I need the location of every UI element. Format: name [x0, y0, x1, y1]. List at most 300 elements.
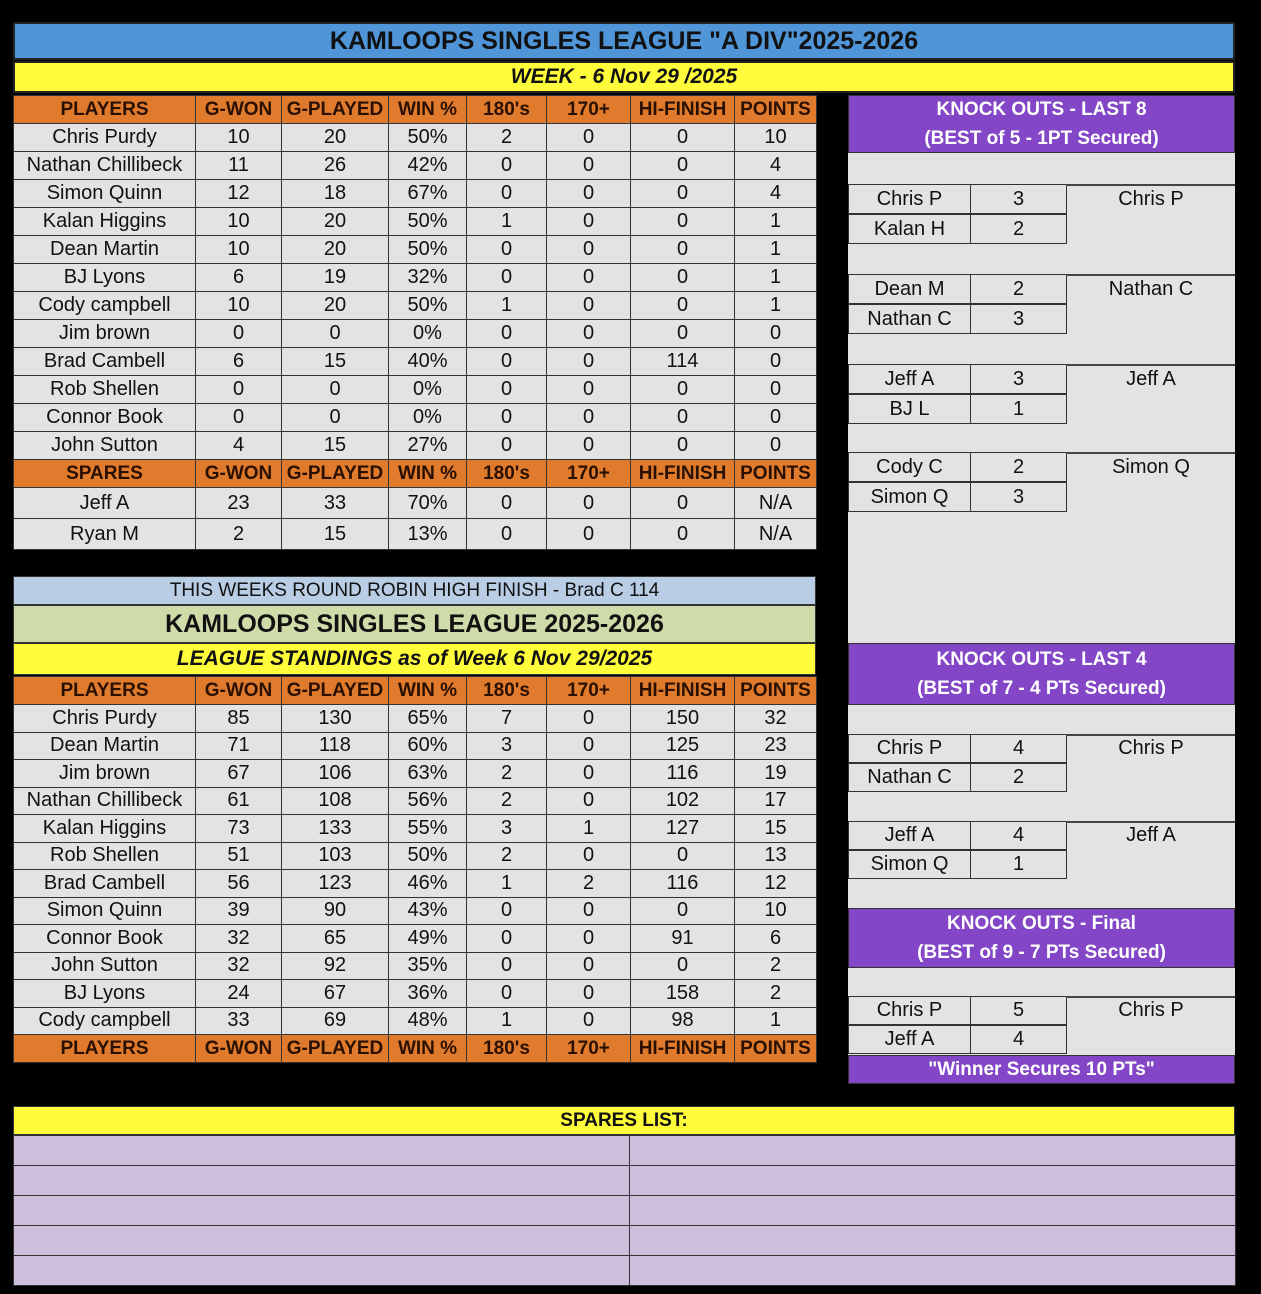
table-cell: 20 [282, 124, 389, 152]
table-cell: 0 [631, 180, 735, 208]
table-cell: 10 [196, 236, 282, 264]
ko-player: Jeff A [848, 821, 971, 850]
table-cell: 50% [389, 208, 467, 236]
table-cell: 15 [735, 815, 817, 843]
table-cell: 125 [631, 732, 735, 760]
table-row [14, 952, 817, 980]
table-cell: 0 [467, 519, 547, 550]
table-cell: 0 [735, 348, 817, 376]
table-cell: 0 [631, 897, 735, 925]
high-finish-note: THIS WEEKS ROUND ROBIN HIGH FINISH - Brad C 114 [13, 576, 816, 605]
table-cell: Kalan Higgins [14, 208, 196, 236]
table-cell: 6 [196, 348, 282, 376]
ko-score: 1 [970, 850, 1067, 879]
spares-list-cell[interactable] [630, 1136, 1236, 1166]
table-cell: 0 [547, 760, 631, 788]
column-header: WIN % [389, 96, 467, 124]
table-cell: 18 [282, 180, 389, 208]
table-cell: 0 [735, 320, 817, 348]
table-cell: 33 [196, 1007, 282, 1035]
ko-last4-title: KNOCK OUTS - LAST 4 [936, 649, 1147, 670]
table-cell: 33 [282, 488, 389, 519]
ko-player: Simon Q [848, 850, 971, 879]
table-cell: 0 [467, 404, 547, 432]
ko-player: BJ L [848, 394, 971, 424]
ko-winner: Simon Q [1112, 455, 1190, 478]
table-cell: 65 [282, 925, 389, 953]
table-cell: 2 [735, 952, 817, 980]
ko-score: 2 [970, 274, 1067, 304]
table-cell: Chris Purdy [14, 124, 196, 152]
column-header: 180's [467, 460, 547, 488]
table-cell: 32% [389, 264, 467, 292]
table-cell: 0 [196, 376, 282, 404]
table-cell: 150 [631, 705, 735, 733]
ko-player: Simon Q [848, 482, 971, 512]
bracket-line [1066, 274, 1235, 276]
table-cell: 0 [631, 264, 735, 292]
table-cell: 32 [735, 705, 817, 733]
table-cell: 10 [735, 124, 817, 152]
ko-last8-title: KNOCK OUTS - LAST 8 [936, 99, 1147, 120]
table-cell: 6 [196, 264, 282, 292]
ko-final-header [848, 908, 1235, 968]
table-cell: Dean Martin [14, 236, 196, 264]
table-row [14, 432, 817, 460]
table-cell: 17 [735, 787, 817, 815]
table-row [14, 236, 817, 264]
table-row [14, 925, 817, 953]
table-cell: Brad Cambell [14, 870, 196, 898]
table-cell: 1 [735, 208, 817, 236]
table-cell: 0 [547, 925, 631, 953]
column-header: PLAYERS [14, 96, 196, 124]
table-cell: 3 [467, 815, 547, 843]
table-cell: 4 [735, 180, 817, 208]
table-row [14, 208, 817, 236]
column-header: PLAYERS [14, 677, 196, 705]
table-cell: BJ Lyons [14, 264, 196, 292]
bracket-line [1066, 364, 1235, 366]
table-row [14, 705, 817, 733]
table-cell: 0 [631, 952, 735, 980]
table-cell: 0 [547, 124, 631, 152]
bracket-line [1066, 734, 1235, 736]
spares-list-row [14, 1166, 1236, 1196]
table-cell: 0 [631, 292, 735, 320]
table-cell: 32 [196, 952, 282, 980]
spares-list-row [14, 1256, 1236, 1286]
table-row [14, 980, 817, 1008]
table-cell: 92 [282, 952, 389, 980]
spares-list-row [14, 1136, 1236, 1166]
header-row [14, 677, 817, 705]
table-cell: 73 [196, 815, 282, 843]
table-cell: 0 [631, 236, 735, 264]
ko-winner: Jeff A [1126, 367, 1176, 390]
table-cell: 42% [389, 152, 467, 180]
table-cell: 20 [282, 236, 389, 264]
table-row [14, 842, 817, 870]
spares-list-cell[interactable] [14, 1226, 630, 1256]
ko-score: 3 [970, 184, 1067, 214]
table-cell: 10 [735, 897, 817, 925]
table-row [14, 124, 817, 152]
table-cell: 0 [547, 152, 631, 180]
table-cell: 133 [282, 815, 389, 843]
column-header: WIN % [389, 1035, 467, 1063]
table-cell: Connor Book [14, 925, 196, 953]
table-cell: 0 [467, 320, 547, 348]
ko-final-subtitle: (BEST of 9 - 7 PTs Secured) [917, 942, 1166, 963]
ko-last4-header [848, 643, 1235, 705]
table-cell: Connor Book [14, 404, 196, 432]
table-cell: 0 [631, 320, 735, 348]
ko-player: Chris P [848, 734, 971, 763]
table-row [14, 488, 817, 519]
column-header: POINTS [735, 1035, 817, 1063]
table-cell: Simon Quinn [14, 897, 196, 925]
table-cell: 11 [196, 152, 282, 180]
table-cell: 0 [467, 980, 547, 1008]
table-cell: 0 [547, 432, 631, 460]
column-header: G-WON [196, 1035, 282, 1063]
table-cell: 0 [467, 925, 547, 953]
column-header: G-PLAYED [282, 1035, 389, 1063]
table-cell: 0 [631, 124, 735, 152]
table-cell: 0 [631, 842, 735, 870]
table-cell: 0% [389, 320, 467, 348]
column-header: HI-FINISH [631, 677, 735, 705]
table-cell: 90 [282, 897, 389, 925]
table-cell: 56 [196, 870, 282, 898]
table-cell: 2 [467, 760, 547, 788]
table-cell: 0 [631, 519, 735, 550]
ko-score: 3 [970, 304, 1067, 334]
table-cell: 0 [547, 787, 631, 815]
table-cell: 27% [389, 432, 467, 460]
ko-final-footer: "Winner Secures 10 PTs" [848, 1055, 1235, 1084]
ko-score: 4 [970, 1025, 1067, 1054]
table-cell: 6 [735, 925, 817, 953]
table-cell: 20 [282, 208, 389, 236]
ko-score: 1 [970, 394, 1067, 424]
spares-list-cell[interactable] [630, 1196, 1236, 1226]
table-cell: N/A [735, 519, 817, 550]
table-cell: Rob Shellen [14, 376, 196, 404]
ko-player: Chris P [848, 184, 971, 214]
ko-player: Cody C [848, 452, 971, 482]
table-cell: 48% [389, 1007, 467, 1035]
column-header: G-WON [196, 677, 282, 705]
table-row [14, 732, 817, 760]
table-row [14, 264, 817, 292]
table-cell: 63% [389, 760, 467, 788]
table-cell: 15 [282, 519, 389, 550]
table-cell: 23 [735, 732, 817, 760]
ko-last4-subtitle: (BEST of 7 - 4 PTs Secured) [917, 678, 1166, 699]
table-cell: 43% [389, 897, 467, 925]
column-header: 170+ [547, 96, 631, 124]
table-cell: Jim brown [14, 760, 196, 788]
table-cell: 0 [631, 404, 735, 432]
table-cell: 23 [196, 488, 282, 519]
table-cell: 69 [282, 1007, 389, 1035]
column-header: 180's [467, 1035, 547, 1063]
spares-list-row [14, 1226, 1236, 1256]
ko-player: Chris P [848, 996, 971, 1025]
ko-player: Nathan C [848, 304, 971, 334]
table-row [14, 152, 817, 180]
table-cell: 123 [282, 870, 389, 898]
table-cell: 0 [631, 376, 735, 404]
table-cell: 108 [282, 787, 389, 815]
table-cell: 0 [547, 264, 631, 292]
table-cell: 0 [467, 236, 547, 264]
ko-last8-header [848, 95, 1235, 153]
ko-player: Nathan C [848, 763, 971, 792]
table-cell: 61 [196, 787, 282, 815]
table-cell: 116 [631, 870, 735, 898]
column-header: HI-FINISH [631, 460, 735, 488]
spares-list-cell[interactable] [14, 1256, 630, 1286]
spares-list-cell[interactable] [14, 1166, 630, 1196]
table-cell: 0 [547, 488, 631, 519]
table-cell: 70% [389, 488, 467, 519]
table-cell: 19 [282, 264, 389, 292]
week-results-table [13, 95, 817, 550]
table-cell: 0 [467, 952, 547, 980]
table-cell: 1 [467, 870, 547, 898]
table-cell: Nathan Chillibeck [14, 787, 196, 815]
ko-last8-subtitle: (BEST of 5 - 1PT Secured) [924, 128, 1159, 149]
ko-final-title: KNOCK OUTS - Final [947, 913, 1136, 934]
table-row [14, 519, 817, 550]
spares-list-cell[interactable] [14, 1196, 630, 1226]
ko-score: 2 [970, 763, 1067, 792]
bracket-line [1066, 821, 1235, 823]
table-cell: 20 [282, 292, 389, 320]
table-cell: 7 [467, 705, 547, 733]
ko-score: 4 [970, 821, 1067, 850]
ko-score: 3 [970, 364, 1067, 394]
table-cell: 85 [196, 705, 282, 733]
table-cell: 19 [735, 760, 817, 788]
table-cell: 1 [735, 292, 817, 320]
table-cell: 0 [282, 404, 389, 432]
table-cell: 50% [389, 292, 467, 320]
table-cell: 49% [389, 925, 467, 953]
table-cell: 2 [735, 980, 817, 1008]
bracket-line [1066, 996, 1235, 998]
table-cell: 2 [467, 842, 547, 870]
table-cell: 0 [547, 519, 631, 550]
column-header: POINTS [735, 460, 817, 488]
table-cell: N/A [735, 488, 817, 519]
table-cell: 10 [196, 292, 282, 320]
table-row [14, 376, 817, 404]
week-title: WEEK - 6 Nov 29 /2025 [13, 61, 1235, 93]
table-cell: 2 [467, 124, 547, 152]
table-cell: 0 [467, 376, 547, 404]
table-cell: 0% [389, 404, 467, 432]
table-cell: 127 [631, 815, 735, 843]
table-cell: Jeff A [14, 488, 196, 519]
column-header: 180's [467, 677, 547, 705]
table-row [14, 897, 817, 925]
column-header: G-PLAYED [282, 677, 389, 705]
ko-score: 2 [970, 214, 1067, 244]
standings-table [13, 676, 817, 1063]
table-cell: 0 [282, 320, 389, 348]
spares-list-title: SPARES LIST: [13, 1106, 1235, 1135]
table-cell: 40% [389, 348, 467, 376]
table-cell: 0 [547, 897, 631, 925]
spares-list-cell[interactable] [14, 1136, 630, 1166]
table-cell: 50% [389, 842, 467, 870]
table-cell: 103 [282, 842, 389, 870]
table-cell: 0 [631, 488, 735, 519]
table-cell: 0 [735, 404, 817, 432]
table-cell: 118 [282, 732, 389, 760]
table-cell: 2 [547, 870, 631, 898]
table-cell: 0 [547, 980, 631, 1008]
table-cell: 0 [547, 236, 631, 264]
league-title: KAMLOOPS SINGLES LEAGUE 2025-2026 [13, 605, 816, 643]
page-title: KAMLOOPS SINGLES LEAGUE "A DIV"2025-2026 [13, 22, 1235, 60]
table-cell: 102 [631, 787, 735, 815]
standings-title: LEAGUE STANDINGS as of Week 6 Nov 29/2025 [13, 643, 816, 675]
ko-player: Kalan H [848, 214, 971, 244]
table-cell: 0 [631, 432, 735, 460]
table-cell: Dean Martin [14, 732, 196, 760]
column-header: HI-FINISH [631, 96, 735, 124]
ko-winner: Chris P [1118, 999, 1184, 1021]
footer-row [14, 1035, 817, 1063]
table-cell: 0 [735, 432, 817, 460]
table-row [14, 815, 817, 843]
table-row [14, 292, 817, 320]
table-cell: 0 [735, 376, 817, 404]
table-cell: 0% [389, 376, 467, 404]
table-cell: 1 [735, 264, 817, 292]
column-header: HI-FINISH [631, 1035, 735, 1063]
table-cell: 0 [547, 952, 631, 980]
spares-list-cell[interactable] [630, 1226, 1236, 1256]
table-cell: 158 [631, 980, 735, 1008]
column-header: G-WON [196, 460, 282, 488]
spares-header-row [14, 460, 817, 488]
table-cell: 1 [467, 292, 547, 320]
table-cell: 65% [389, 705, 467, 733]
spares-list-cell[interactable] [630, 1256, 1236, 1286]
table-cell: Rob Shellen [14, 842, 196, 870]
ko-winner: Jeff A [1126, 824, 1176, 846]
table-cell: 32 [196, 925, 282, 953]
table-cell: 0 [547, 732, 631, 760]
table-cell: 0 [467, 180, 547, 208]
table-cell: 91 [631, 925, 735, 953]
table-cell: 67 [282, 980, 389, 1008]
table-cell: Nathan Chillibeck [14, 152, 196, 180]
table-cell: 12 [196, 180, 282, 208]
column-header: G-WON [196, 96, 282, 124]
table-cell: 15 [282, 432, 389, 460]
table-cell: 0 [547, 1007, 631, 1035]
table-cell: 4 [735, 152, 817, 180]
column-header: 170+ [547, 460, 631, 488]
spares-list-table [13, 1135, 1236, 1286]
table-cell: 116 [631, 760, 735, 788]
table-cell: 0 [547, 180, 631, 208]
column-header: 180's [467, 96, 547, 124]
table-cell: John Sutton [14, 952, 196, 980]
table-cell: 67 [196, 760, 282, 788]
table-cell: 39 [196, 897, 282, 925]
ko-score: 5 [970, 996, 1067, 1025]
ko-winner: Chris P [1118, 187, 1184, 210]
column-header: WIN % [389, 677, 467, 705]
table-cell: 15 [282, 348, 389, 376]
table-cell: 0 [467, 432, 547, 460]
table-cell: 13 [735, 842, 817, 870]
table-cell: 114 [631, 348, 735, 376]
table-cell: Ryan M [14, 519, 196, 550]
table-cell: 0 [547, 404, 631, 432]
table-cell: 0 [547, 348, 631, 376]
ko-score: 2 [970, 452, 1067, 482]
ko-player: Dean M [848, 274, 971, 304]
table-cell: 0 [467, 897, 547, 925]
table-cell: 1 [547, 815, 631, 843]
column-header: POINTS [735, 96, 817, 124]
spares-list-cell[interactable] [630, 1166, 1236, 1196]
table-cell: 35% [389, 952, 467, 980]
table-cell: 130 [282, 705, 389, 733]
table-cell: 0 [196, 320, 282, 348]
ko-player: Jeff A [848, 364, 971, 394]
table-cell: 98 [631, 1007, 735, 1035]
table-cell: 67% [389, 180, 467, 208]
table-cell: 36% [389, 980, 467, 1008]
table-cell: 0 [547, 705, 631, 733]
column-header: SPARES [14, 460, 196, 488]
column-header: POINTS [735, 677, 817, 705]
table-cell: 0 [282, 376, 389, 404]
column-header: 170+ [547, 1035, 631, 1063]
table-cell: 3 [467, 732, 547, 760]
table-cell: 50% [389, 124, 467, 152]
column-header: G-PLAYED [282, 460, 389, 488]
table-cell: 0 [631, 152, 735, 180]
table-cell: 0 [467, 264, 547, 292]
table-cell: 55% [389, 815, 467, 843]
table-cell: 0 [467, 488, 547, 519]
table-cell: 46% [389, 870, 467, 898]
table-cell: 2 [467, 787, 547, 815]
table-cell: Simon Quinn [14, 180, 196, 208]
table-row [14, 1007, 817, 1035]
ko-winner: Chris P [1118, 737, 1184, 759]
table-cell: 60% [389, 732, 467, 760]
table-row [14, 870, 817, 898]
header-row [14, 96, 817, 124]
spares-list-row [14, 1196, 1236, 1226]
table-cell: 0 [547, 208, 631, 236]
table-cell: 12 [735, 870, 817, 898]
table-cell: 4 [196, 432, 282, 460]
table-cell: 24 [196, 980, 282, 1008]
